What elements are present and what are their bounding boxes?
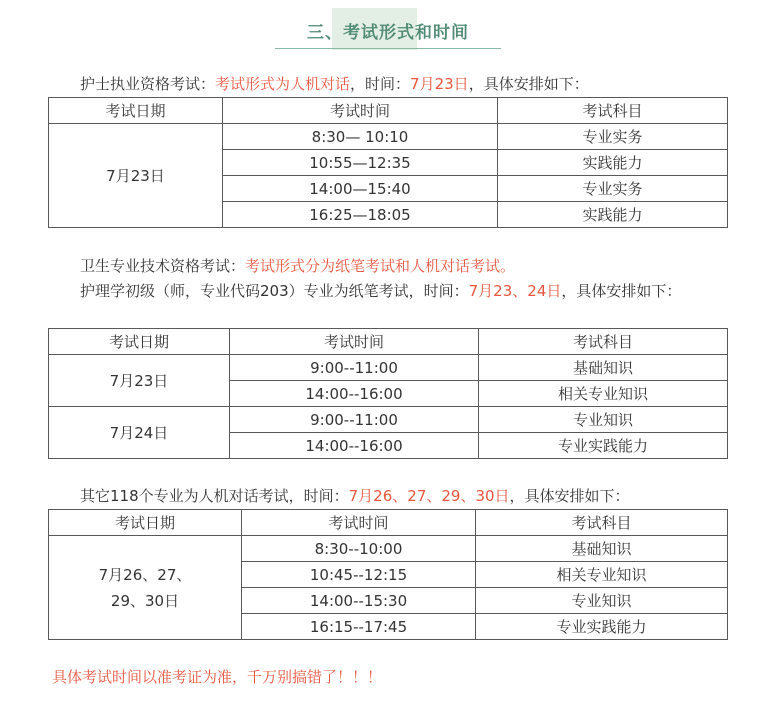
time-cell: 9:00--11:00 [230,407,479,433]
header-time: 考试时间 [230,329,479,355]
header-subject: 考试科目 [479,329,728,355]
subject-cell: 专业实务 [498,176,728,202]
time-cell: 14:00--16:00 [230,381,479,407]
subject-cell: 基础知识 [479,355,728,381]
subject-cell: 相关专业知识 [476,562,728,588]
subject-cell: 专业实践能力 [479,433,728,459]
time-cell: 9:00--11:00 [230,355,479,381]
time-cell: 8:30--10:00 [242,536,476,562]
table-row [49,124,728,150]
exam-form-text: 考试形式分为纸笔考试和人机对话考试。 [245,257,516,275]
exam-date-text: 7月26、27、29、30日 [348,487,510,505]
nurse-exam-table [48,97,728,228]
intro-lead: 护理学初级（师，专业代码203）专业为纸笔考试，时间： [80,282,469,300]
subject-cell: 专业实务 [498,124,728,150]
nurse-exam-intro [80,72,759,96]
subject-cell: 基础知识 [476,536,728,562]
table-row [49,536,728,562]
table-row [49,355,728,381]
intro-tail: ，具体安排如下： [468,75,589,93]
table-row [49,407,728,433]
subject-cell: 实践能力 [498,202,728,228]
date-cell: 7月23日 [49,124,223,228]
table-header-row [49,329,728,355]
intro-lead: 其它118个专业为人机对话考试，时间： [80,487,349,505]
subject-cell: 相关专业知识 [479,381,728,407]
warning-note: 具体考试时间以准考证为准，千万别搞错了！！！ [52,668,383,686]
header-date: 考试日期 [49,98,223,124]
exam-date-text: 7月23日 [410,75,469,93]
header-date: 考试日期 [49,329,230,355]
exam-form-text: 考试形式为人机对话 [215,75,351,93]
subject-cell: 专业知识 [476,588,728,614]
time-cell: 16:25—18:05 [223,202,498,228]
time-lead: ，时间： [350,75,411,93]
exam-date-text: 7月23、24日 [468,282,562,300]
header-underline [275,48,501,49]
intro-lead: 卫生专业技术资格考试： [80,257,246,275]
time-cell: 14:00—15:40 [223,176,498,202]
time-cell: 10:55—12:35 [223,150,498,176]
date-line-2: 29、30日 [110,591,180,610]
time-cell: 16:15--17:45 [242,614,476,640]
intro-tail: ，具体安排如下： [509,487,630,505]
date-cell: 7月23日 [49,355,230,407]
other-specialties-table [48,509,728,640]
section-header [275,8,501,50]
header-date: 考试日期 [49,510,242,536]
nursing-junior-intro [48,279,738,303]
health-tech-intro [80,254,759,278]
intro-tail: ，具体安排如下： [561,282,682,300]
section-title: 三、考试形式和时间 [307,23,469,43]
subject-cell: 专业实践能力 [476,614,728,640]
intro-lead: 护士执业资格考试： [80,75,216,93]
date-line-1: 7月26、27、 [98,565,192,584]
date-cell: 7月24日 [49,407,230,459]
subject-cell: 专业知识 [479,407,728,433]
header-time: 考试时间 [242,510,476,536]
header-subject: 考试科目 [476,510,728,536]
table-header-row [49,510,728,536]
header-time: 考试时间 [223,98,498,124]
time-cell: 14:00--16:00 [230,433,479,459]
date-cell [49,536,242,640]
subject-cell: 实践能力 [498,150,728,176]
table-header-row [49,98,728,124]
other-specialties-intro [80,484,759,508]
time-cell: 8:30— 10:10 [223,124,498,150]
header-subject: 考试科目 [498,98,728,124]
time-cell: 14:00--15:30 [242,588,476,614]
time-cell: 10:45--12:15 [242,562,476,588]
nursing-junior-table [48,328,728,459]
